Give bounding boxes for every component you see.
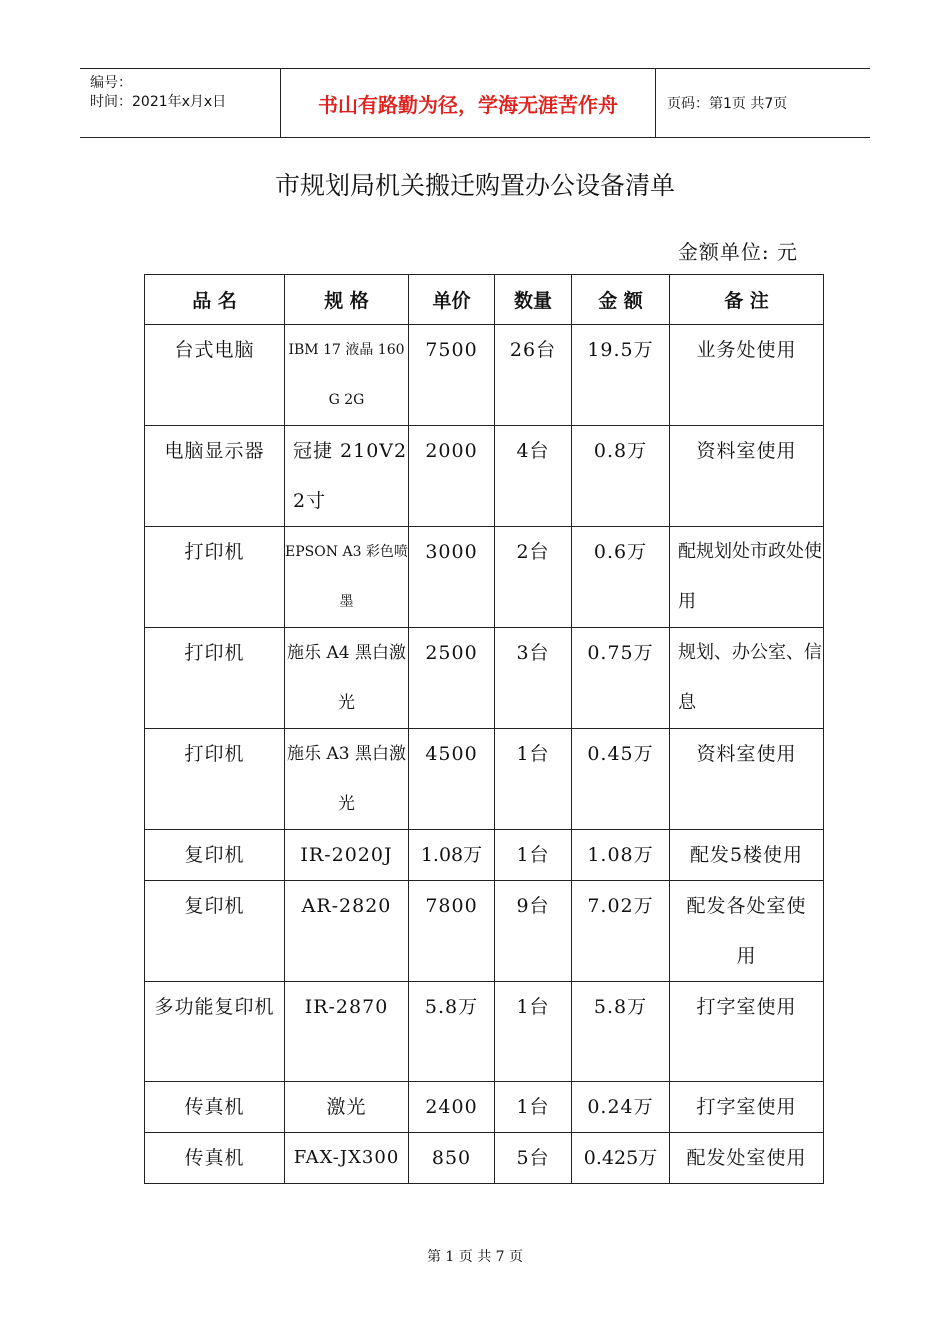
document-header <box>80 68 870 138</box>
cell-amount: 5.8万 <box>572 982 670 1082</box>
page-footer: 第 1 页 共 7 页 <box>426 1249 524 1265</box>
cell-spec: IR-2020J <box>285 830 409 881</box>
cell-amount: 1.08万 <box>572 830 670 881</box>
cell-spec: IBM 17 液晶 160G 2G <box>285 325 409 426</box>
amount-unit-label: 金额单位: 元 <box>677 240 798 264</box>
cell-note: 资料室使用 <box>670 729 824 830</box>
cell-name: 传真机 <box>145 1133 285 1184</box>
cell-quantity: 3台 <box>495 628 572 729</box>
table-row <box>145 830 824 881</box>
table-row <box>145 729 824 830</box>
cell-note: 规划、办公室、信息 <box>670 628 824 729</box>
cell-name: 传真机 <box>145 1082 285 1133</box>
table-header-row <box>145 275 824 325</box>
cell-name: 打印机 <box>145 527 285 628</box>
cell-name: 多功能复印机 <box>145 982 285 1082</box>
cell-amount: 0.75万 <box>572 628 670 729</box>
cell-quantity: 9台 <box>495 881 572 982</box>
column-header-note: 备 注 <box>670 275 824 325</box>
cell-amount: 0.8万 <box>572 426 670 527</box>
cell-spec: AR-2820 <box>285 881 409 982</box>
column-header-name: 品 名 <box>145 275 285 325</box>
cell-note: 配发处室使用 <box>670 1133 824 1184</box>
cell-note: 配发5楼使用 <box>670 830 824 881</box>
column-header-quantity: 数量 <box>495 275 572 325</box>
cell-name: 台式电脑 <box>145 325 285 426</box>
table-row <box>145 426 824 527</box>
cell-spec: 施乐 A3 黑白激光 <box>285 729 409 830</box>
cell-note: 业务处使用 <box>670 325 824 426</box>
cell-spec: EPSON A3 彩色喷墨 <box>285 527 409 628</box>
header-motto: 书山有路勤为径，学海无涯苦作舟 <box>280 69 656 137</box>
cell-name: 复印机 <box>145 830 285 881</box>
cell-quantity: 2台 <box>495 527 572 628</box>
cell-spec: 施乐 A4 黑白激光 <box>285 628 409 729</box>
cell-quantity: 5台 <box>495 1133 572 1184</box>
cell-price: 5.8万 <box>409 982 495 1082</box>
cell-note: 配发各处室使用 <box>670 881 824 982</box>
cell-price: 4500 <box>409 729 495 830</box>
cell-price: 2000 <box>409 426 495 527</box>
document-number-label: 编号： <box>90 75 132 91</box>
cell-spec: IR-2870 <box>285 982 409 1082</box>
cell-name: 电脑显示器 <box>145 426 285 527</box>
table-row <box>145 982 824 1082</box>
cell-amount: 0.425万 <box>572 1133 670 1184</box>
cell-price: 1.08万 <box>409 830 495 881</box>
cell-quantity: 1台 <box>495 729 572 830</box>
cell-note: 打字室使用 <box>670 1082 824 1133</box>
document-time-label: 时间：2021年x月x日 <box>90 94 227 110</box>
cell-spec: 冠捷 210V22寸 <box>285 426 409 527</box>
cell-quantity: 1台 <box>495 830 572 881</box>
cell-name: 复印机 <box>145 881 285 982</box>
cell-amount: 0.24万 <box>572 1082 670 1133</box>
cell-quantity: 26台 <box>495 325 572 426</box>
cell-quantity: 4台 <box>495 426 572 527</box>
page-title: 市规划局机关搬迁购置办公设备清单 <box>274 171 675 200</box>
column-header-amount: 金 额 <box>572 275 670 325</box>
cell-amount: 19.5万 <box>572 325 670 426</box>
equipment-table <box>144 274 824 1184</box>
cell-price: 3000 <box>409 527 495 628</box>
table-row <box>145 1082 824 1133</box>
cell-amount: 7.02万 <box>572 881 670 982</box>
cell-amount: 0.45万 <box>572 729 670 830</box>
cell-price: 850 <box>409 1133 495 1184</box>
cell-spec: 激光 <box>285 1082 409 1133</box>
column-header-price: 单价 <box>409 275 495 325</box>
cell-price: 7500 <box>409 325 495 426</box>
header-page-code: 页码：第1页 共7页 <box>667 96 788 112</box>
cell-spec: FAX-JX300 <box>285 1133 409 1184</box>
cell-name: 打印机 <box>145 729 285 830</box>
header-meta <box>80 69 280 137</box>
cell-note: 配规划处市政处使用 <box>670 527 824 628</box>
cell-note: 资料室使用 <box>670 426 824 527</box>
table-row <box>145 628 824 729</box>
column-header-spec: 规 格 <box>285 275 409 325</box>
table-row <box>145 325 824 426</box>
table-row <box>145 527 824 628</box>
cell-price: 2400 <box>409 1082 495 1133</box>
cell-note: 打字室使用 <box>670 982 824 1082</box>
cell-price: 7800 <box>409 881 495 982</box>
cell-quantity: 1台 <box>495 1082 572 1133</box>
cell-name: 打印机 <box>145 628 285 729</box>
cell-price: 2500 <box>409 628 495 729</box>
cell-amount: 0.6万 <box>572 527 670 628</box>
table-row <box>145 1133 824 1184</box>
cell-quantity: 1台 <box>495 982 572 1082</box>
table-row <box>145 881 824 982</box>
